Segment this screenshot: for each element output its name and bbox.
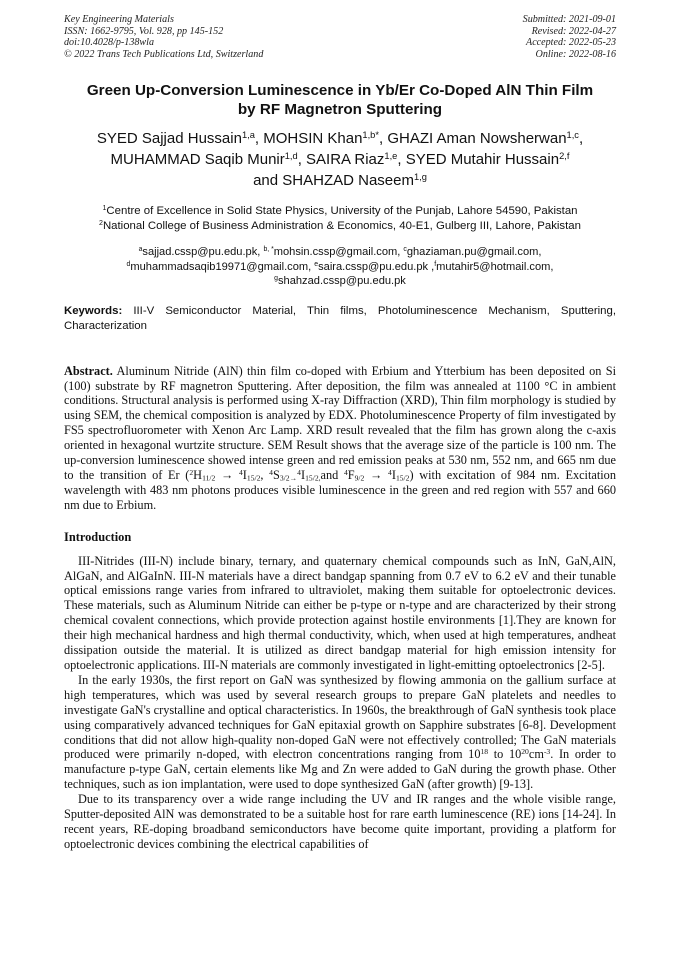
journal-copyright: © 2022 Trans Tech Publications Ltd, Switzerland [64,48,264,60]
section-heading-introduction: Introduction [64,529,132,544]
paper-page [64,14,616,852]
author-affiliation-mark: 1,e [384,150,398,161]
journal-issn: ISSN: 1662-9795, Vol. 928, pp 145-152 [64,25,224,37]
emails-line-1 [64,245,616,260]
abstract-text: ) with excitation of 984 nm. Excitation wavelength with 483 nm photons produces visible luminescence in the green and red region with 557 and 660 nm due to Erbium. [64,467,616,512]
author-separator: , [254,130,264,147]
term-symbol: I [391,467,396,482]
term-symbol: 9/2 [354,473,365,483]
author-affiliation-mark: 1,b* [362,129,379,140]
author-name: and SHAHZAD Naseem [253,172,414,189]
abstract-text: and [320,467,344,482]
term-symbol: 2 [189,467,194,477]
email-link[interactable]: saira.cssp@pu.edu.pk , [318,260,435,273]
emails-line-3 [64,274,616,289]
paragraph-text: to 10 [488,747,522,762]
exponent: 20 [521,747,529,757]
paragraph-text: In the early 1930s, the first report on GaN was synthesized by flowing ammonia on the gallium surface at high temperatures, which was used by several research groups to prepare GaN platelets and needles to investigate GaN's crystalline and optical characteristics. In 1960s, the breakthrough of GaN synthesis took place using comparatively advanced techniques for GaN epitaxial growth on Sapphire substrates [6-8]. Development conditions that did not allow high-quality non-doped GaN were not effectively controlled; The GaN materials produced were primarily n-doped, with electron concentrations ranging from 10 [64,672,616,762]
term-symbol: 4 [388,467,392,477]
email-list [64,245,616,289]
affiliation-text: Centre of Excellence in Solid State Physics, University of the Punjab, Lahore 54590, Pakistan [106,205,578,217]
term-symbol: 15/2 [395,473,410,483]
author-separator: , [378,130,388,147]
email-mark: g [274,275,278,283]
author-separator: , [297,151,307,168]
email-link[interactable]: mutahir5@hotmail.com, [436,260,554,273]
exponent: 18 [480,747,489,757]
intro-paragraph-2 [64,673,616,792]
paragraph-text: cm [528,747,544,762]
term-symbol: I [242,467,247,482]
affiliation-number: 1 [102,205,107,213]
author-affiliation-mark: 1,g [413,171,427,182]
term-symbol: 4 [343,467,348,477]
author-separator: , [578,130,584,147]
author-affiliation-mark: 1,c [566,129,579,140]
exponent: -3 [543,747,551,757]
author-separator: , [397,151,406,168]
journal-header [64,14,616,64]
email-link[interactable]: shahzad.cssp@pu.edu.pk [278,275,406,288]
term-symbol: 4 [238,467,243,477]
emails-line-2 [64,260,616,275]
paper-title [64,81,616,119]
date-online: Online: 2022-08-16 [535,48,616,60]
term-symbol: I [300,467,306,482]
email-mark: f [434,260,437,268]
title-line-1: Green Up-Conversion Luminescence in Yb/Er Co-Doped AlN Thin Film [86,82,594,99]
header-left [64,14,263,60]
abstract-text: Aluminum Nitride (AlN) thin film co-doped with Erbium and Ytterbium has been deposited on Si (100) substrate by RF magnetron Sputtering. After deposition, the film was annealed at 1100 °C in ambient conditions. Structural analysis is performed using X-ray Diffraction (XRD), Thin film morphology is studied by using SEM, the chemical composition is analyzed by EDX. Photoluminescence Property of film investigated by FS5 spectrofluorometer with Xenon Arc Lamp. XRD result revealed that the film has grown along the c-axis oriented in hexagonal wurtzite structure. SEM Result shows that the average size of the particle is 100 nm. The up-conversion luminescence showed intense green and red emission peaks at 530 nm, 552 nm, and 665 nm due to the transition of Er ( [64,363,616,482]
email-mark: b, * [263,246,274,254]
email-mark: c [403,246,407,254]
author-name: SAIRA Riaz [306,151,385,168]
date-submitted: Submitted: 2021-09-01 [522,14,616,25]
email-link[interactable]: muhammadsaqib19971@gmail.com, [130,260,315,273]
transition-arrow: → [364,467,389,482]
intro-paragraph-3: Due to its transparency over a wide range including the UV and IR ranges and the whole visible range, Sputter-deposited AlN was demonstrated to be a suitable host for rare earth luminescence (RE) ions [14-24]. In recent years, RE-doping broadband semiconductors have become quite important, providing a platform for optoelectronic devices combining the electrical capabilities of [64,792,616,851]
intro-paragraph-1: III-Nitrides (III-N) include binary, ternary, and quaternary chemical compounds such as InN, GaN,AlN, AlGaN, and AlGaInN. III-N materials have a direct bandgap spanning from 0.7 eV to 6.2 eV and their tunable optical emissions range varies from infrared to ultraviolet, making them suitable for optoelectronic devices. These materials, such as Aluminum Nitride can either be p-type or n-type and are characterized by their strong chemical covalent connections, which provide protection against hostile environments [1].They are known for their high mechanical hardness and high thermal conductivity, which, when used at high temperatures, andheat dissipation outside the material. It is utilized as direct bandgap material for high emission intensity for optoelectronic applications. III-N materials are commonly investigated in light-emitting optoelectronics [2-5]. [64,553,616,672]
term-symbol: F [347,467,355,482]
keywords-text: III-V Semiconductor Material, Thin films, Photoluminescence Mechanism, Sputtering, Characterization [64,304,616,333]
affiliations [64,204,616,234]
term-symbol: 15/2 [246,473,261,483]
abstract-section [64,364,616,513]
affiliation-item [64,204,616,219]
author-affiliation-mark: 2,f [559,150,570,161]
date-revised: Revised: 2022-04-27 [531,25,616,37]
author-name: GHAZI Aman Nowsherwan [387,130,567,147]
author-name: MUHAMMAD Saqib Munir [110,151,285,168]
term-symbol: 4 [269,467,273,477]
email-link[interactable]: ghaziaman.pu@gmail.com, [406,246,542,258]
title-line-2: by RF Magnetron Sputtering [237,101,443,118]
email-link[interactable]: sajjad.cssp@pu.edu.pk, [142,246,264,258]
keywords-label: Keywords: [64,304,123,317]
date-accepted: Accepted: 2022-05-23 [526,37,616,49]
authors-line-3 [64,170,616,191]
email-mark: e [314,260,319,268]
affiliation-number: 2 [99,220,103,228]
affiliation-text: National College of Business Administration & Economics, 40-E1, Gulberg III, Lahore, Pakistan [102,220,581,232]
term-symbol: H [193,467,203,482]
author-name: MOHSIN Khan [263,130,363,147]
email-link[interactable]: mohsin.cssp@gmail.com, [273,246,404,258]
journal-name: Key Engineering Materials [64,14,174,25]
term-symbol: 4 [297,467,301,477]
email-mark: a [138,246,143,254]
email-mark: d [126,260,131,268]
transition-arrow: → [215,467,239,482]
term-symbol: 3/2→ [279,473,298,483]
paragraph-text: . In order to manufacture p-type GaN, certain elements like Mg and Zn were added to GaN during the growth phase. Other techniques, such as ion implantation, were used to dope synthesized GaN (after growth) [9-13]. [64,747,616,792]
abstract-text: , [260,467,270,482]
author-affiliation-mark: 1,d [284,150,298,161]
abstract-label: Abstract. [64,363,113,378]
authors-line-2 [64,149,616,170]
journal-doi: doi:10.4028/p-138wla [64,37,155,49]
author-name: SYED Sajjad Hussain [96,130,242,147]
affiliation-item [64,219,616,234]
term-symbol: S [272,467,280,482]
authors-line-1 [64,128,616,149]
header-right [523,14,616,60]
keywords-section [64,304,616,335]
author-list [64,128,616,191]
author-affiliation-mark: 1,a [241,129,255,140]
term-symbol: 15/2, [305,473,321,483]
author-name: SYED Mutahir Hussain [405,151,560,168]
term-symbol: 11/2 [202,473,216,483]
